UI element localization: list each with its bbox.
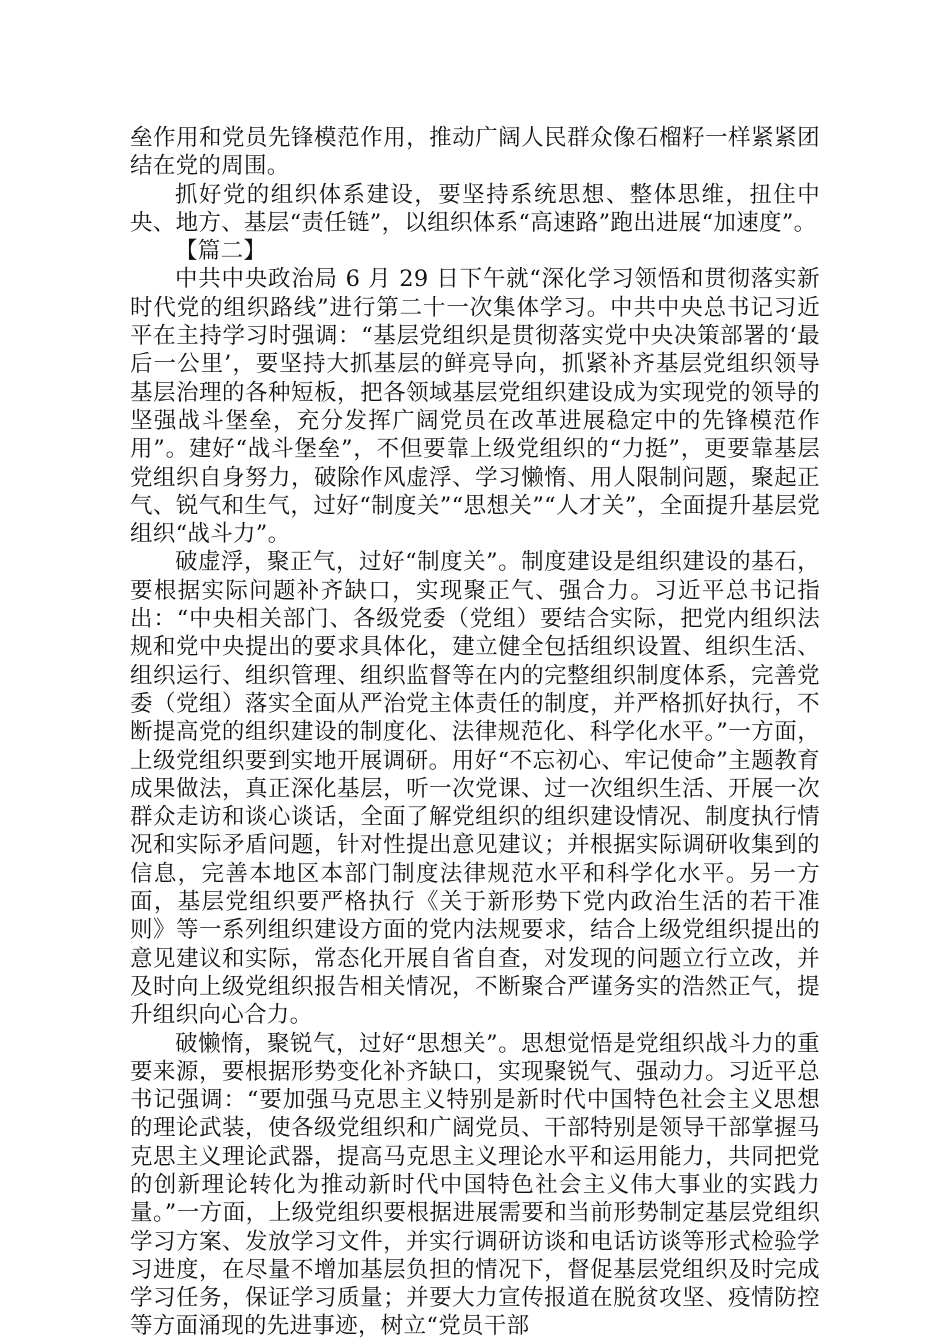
paragraph-continuation: 垒作用和党员先锋模范作用，推动广阔人民群众像石榴籽一样紧紧团结在党的周围。 [130, 125, 820, 180]
paragraph-ideology-pass: 破懒惰，聚锐气，过好“思想关”。思想觉悟是党组织战斗力的重要来源，要根据形势变化补齐缺口，实现聚锐气、强动力。习近平总书记强调：“要加强马克思主义特别是新时代中国特色社会主义思想的理论武装，使各级党组织和广阔党员、干部特别是领导干部掌握马克思主义理论武器，提高马克思主义理论水平和运用能力，共同把党的创新理论转化为推动新时代中国特色社会主义伟大事业的实践力量。”一方面，上级党组织要根据进展需要和当前形势制定基层党组织学习方案、发放学习文件，并实行调研访谈和电话访谈等形式检验学习进度，在尽量不增加基层负担的情况下，督促基层党组织及时完成学习任务，保证学习质量；并要大力宣传报道在脱贫攻坚、疫情防控等方面涌现的先进事迹，树立“党员干部 [130, 1030, 820, 1340]
section-heading: 【篇二】 [175, 238, 267, 265]
paragraph-organization-system: 抓好党的组织体系建设，要坚持系统思想、整体思维，扭住中央、地方、基层“责任链”，以组织体系“高速路”跑出进展“加速度”。 [130, 181, 820, 236]
paragraph-institution-pass: 破虚浮，聚正气，过好“制度关”。制度建设是组织建设的基石，要根据实际问题补齐缺口，实现聚正气、强合力。习近平总书记指出：“中央相关部门、各级党委（党组）要结合实际，把党内组织法规和党中央提出的要求具体化，建立健全包括组织设置、组织生活、组织运行、组织管理、组织监督等在内的完整组织制度体系，完善党委（党组）落实全面从严治党主体责任的制度，并严格抓好执行，不断提高党的组织建设的制度化、法律规范化、科学化水平。”一方面，上级党组织要到实地开展调研。用好“不忘初心、牢记使命”主题教育成果做法，真正深化基层，听一次党课、过一次组织生活、开展一次群众走访和谈心谈话，全面了解党组织的组织建设情况、制度执行情况和实际矛盾问题，针对性提出意见建议；并根据实际调研收集到的信息，完善本地区本部门制度法律规范水平和科学化水平。另一方面，基层党组织要严格执行《关于新形势下党内政治生活的若干准则》等一系列组织建设方面的党内法规要求，结合上级党组织提出的意见建议和实际，常态化开展自省自查，对发现的问题立行立改，并及时向上级党组织报告相关情况，不断聚合严谨务实的浩然正气，提升组织向心合力。 [130, 549, 820, 1029]
paragraph-politburo-study: 中共中央政治局 6 月 29 日下午就“深化学习领悟和贯彻落实新时代党的组织路线”进行第二十一次集体学习。中共中央总书记习近平在主持学习时强调：“基层党组织是贯彻落实党中央决策部署的‘最后一公里’，要坚持大抓基层的鲜亮导向，抓紧补齐基层党组织领导基层治理的各种短板，把各领域基层党组织建设成为实现党的领导的坚强战斗堡垒，充分发挥广阔党员在改革进展稳定中的先锋模范作用”。建好“战斗堡垒”，不但要靠上级党组织的“力挺”，更要靠基层党组织自身努力，破除作风虚浮、学习懒惰、用人限制问题，聚起正气、锐气和生气，过好“制度关”“思想关”“人才关”，全面提升基层党组织“战斗力”。 [130, 266, 820, 548]
document-body [130, 124, 820, 1341]
